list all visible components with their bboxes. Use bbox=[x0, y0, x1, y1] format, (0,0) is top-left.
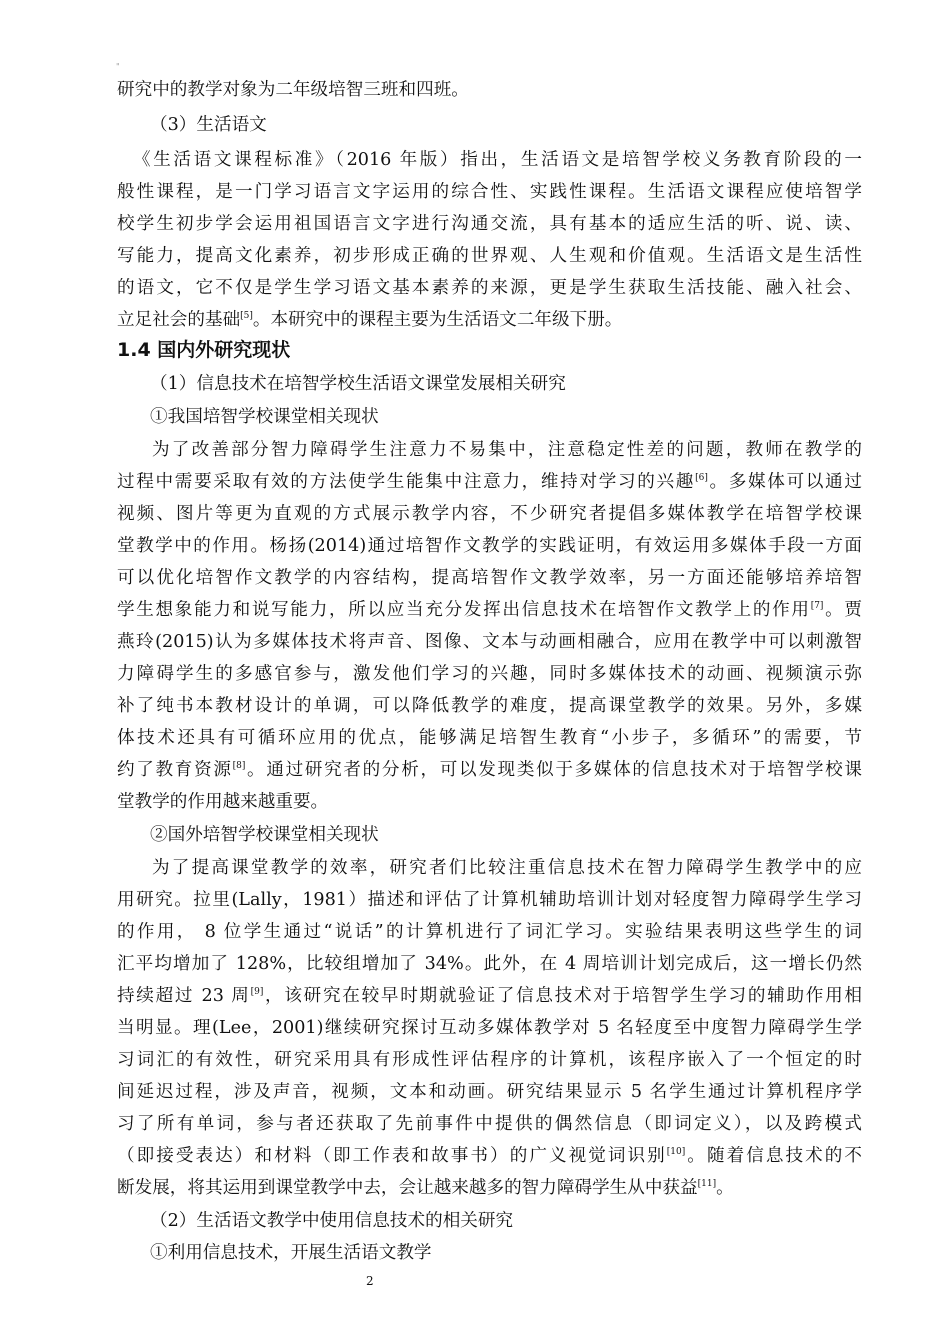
text-line: 燕玲(2015)认为多媒体技术将声音、图像、文本与动画相融合，应用在教学中可以刺激智 bbox=[117, 632, 862, 652]
text-line: 习了所有单词，参与者还获取了先前事件中提供的偶然信息（即词定义），以及跨模式 bbox=[117, 1114, 862, 1134]
line-text: 立足社会的基础 bbox=[117, 310, 241, 330]
text-line: 堂教学的作用越来越重要。 bbox=[117, 792, 329, 812]
section-heading: 1.4 国内外研究现状 bbox=[117, 339, 291, 361]
line-text: 。贾 bbox=[823, 600, 862, 620]
line-text: 约了教育资源 bbox=[117, 760, 233, 780]
text-line: 研究中的教学对象为二年级培智三班和四班。 bbox=[117, 80, 469, 100]
subsection-heading: （1）信息技术在培智学校生活语文课堂发展相关研究 bbox=[150, 374, 566, 394]
text-line: 《生活语文课程标准》（2016 年版）指出，生活语文是培智学校义务教育阶段的一 bbox=[133, 150, 862, 170]
text-line bbox=[117, 310, 622, 330]
citation: [7] bbox=[810, 601, 824, 612]
text-line: 视频、图片等更为直观的方式展示教学内容，不少研究者提倡多媒体教学在培智学校课 bbox=[117, 504, 862, 524]
text-line: 的作用， 8 位学生通过“说话”的计算机进行了词汇学习。实验结果表明这些学生的词 bbox=[117, 922, 862, 942]
text-line: 体技术还具有可循环应用的优点，能够满足培智生教育“小步子，多循环”的需要，节 bbox=[117, 728, 862, 748]
text-line: 间延迟过程，涉及声音，视频，文本和动画。研究结果显示 5 名学生通过计算机程序学 bbox=[117, 1082, 862, 1102]
line-text: 断发展，将其运用到课堂教学中去，会让越来越多的智力障碍学生从中获益 bbox=[117, 1178, 698, 1198]
line-text: 。 bbox=[716, 1178, 734, 1198]
line-text: 。多媒体可以通过 bbox=[707, 472, 862, 492]
text-line: 的语文，它不仅是学生学习语文基本素养的来源，更是学生获取生活技能、融入社会、 bbox=[117, 278, 862, 298]
text-line: 般性课程，是一门学习语言文字运用的综合性、实践性课程。生活语文课程应使培智学 bbox=[117, 182, 862, 202]
text-line bbox=[117, 1178, 734, 1198]
text-line: 力障碍学生的多感官参与，激发他们学习的兴趣，同时多媒体技术的动画、视频演示弥 bbox=[117, 664, 862, 684]
text-line: 用研究。拉里(Lally，1981）描述和评估了计算机辅助培训计划对轻度智力障碍学生学习 bbox=[117, 890, 862, 910]
citation: [8] bbox=[232, 761, 246, 772]
text-line: 补了纯书本教材设计的单调，可以降低教学的难度，提高课堂教学的效果。另外，多媒 bbox=[117, 696, 862, 716]
text-line bbox=[117, 600, 862, 620]
line-text: 过程中需要采取有效的方法使学生能集中注意力，维持对学习的兴趣 bbox=[117, 472, 696, 492]
subsection-heading: ②国外培智学校课堂相关现状 bbox=[150, 825, 379, 845]
subsection-heading: （3）生活语文 bbox=[150, 115, 267, 135]
text-line: 堂教学中的作用。杨扬(2014)通过培智作文教学的实践证明，有效运用多媒体手段一方面 bbox=[117, 536, 862, 556]
citation: [9] bbox=[250, 987, 264, 998]
text-line: 为了改善部分智力障碍学生注意力不易集中，注意稳定性差的问题，教师在教学的 bbox=[152, 440, 862, 460]
subsection-heading: ①我国培智学校课堂相关现状 bbox=[150, 407, 379, 427]
text-line bbox=[117, 1146, 862, 1166]
citation: [10] bbox=[666, 1147, 686, 1158]
text-line: 为了提高课堂教学的效率，研究者们比较注重信息技术在智力障碍学生教学中的应 bbox=[152, 858, 862, 878]
citation: [5] bbox=[240, 311, 253, 322]
text-line bbox=[117, 986, 862, 1006]
text-line: 当明显。理(Lee，2001)继续研究探讨互动多媒体教学对 5 名轻度至中度智力障碍学生学 bbox=[117, 1018, 862, 1038]
line-text: 学生想象能力和说写能力，所以应当充分发挥出信息技术在培智作文教学上的作用 bbox=[117, 600, 811, 620]
line-text: （即接受表达）和材料（即工作表和故事书）的广义视觉词识别 bbox=[117, 1146, 667, 1166]
line-text: ，该研究在较早时期就验证了信息技术对于培智学生学习的辅助作用相 bbox=[263, 986, 862, 1006]
line-text: 。通过研究者的分析，可以发现类似于多媒体的信息技术对于培智学校课 bbox=[245, 760, 862, 780]
line-text: 。随着信息技术的不 bbox=[685, 1146, 862, 1166]
subsection-heading: ①利用信息技术，开展生活语文教学 bbox=[150, 1243, 432, 1263]
text-line: 习词汇的有效性，研究采用具有形成性评估程序的计算机，该程序嵌入了一个恒定的时 bbox=[117, 1050, 862, 1070]
page-number: 2 bbox=[366, 1274, 374, 1288]
line-text: 持续超过 23 周 bbox=[117, 986, 251, 1006]
text-line: 写能力，提高文化素养，初步形成正确的世界观、人生观和价值观。生活语文是生活性 bbox=[117, 246, 862, 266]
text-line bbox=[117, 760, 862, 780]
citation: [6] bbox=[695, 473, 708, 484]
line-text: 。本研究中的课程主要为生活语文二年级下册。 bbox=[252, 310, 623, 330]
text-line bbox=[117, 472, 862, 492]
text-line: 汇平均增加了 128%，比较组增加了 34%。此外，在 4 周培训计划完成后，这一增长仍然 bbox=[117, 954, 862, 974]
citation: [11] bbox=[697, 1179, 717, 1190]
header-mark: " bbox=[116, 62, 120, 71]
text-line: 校学生初步学会运用祖国语言文字进行沟通交流，具有基本的适应生活的听、说、读、 bbox=[117, 214, 862, 234]
text-line: 可以优化培智作文教学的内容结构，提高培智作文教学效率，另一方面还能够培养培智 bbox=[117, 568, 862, 588]
subsection-heading: （2）生活语文教学中使用信息技术的相关研究 bbox=[150, 1211, 514, 1231]
